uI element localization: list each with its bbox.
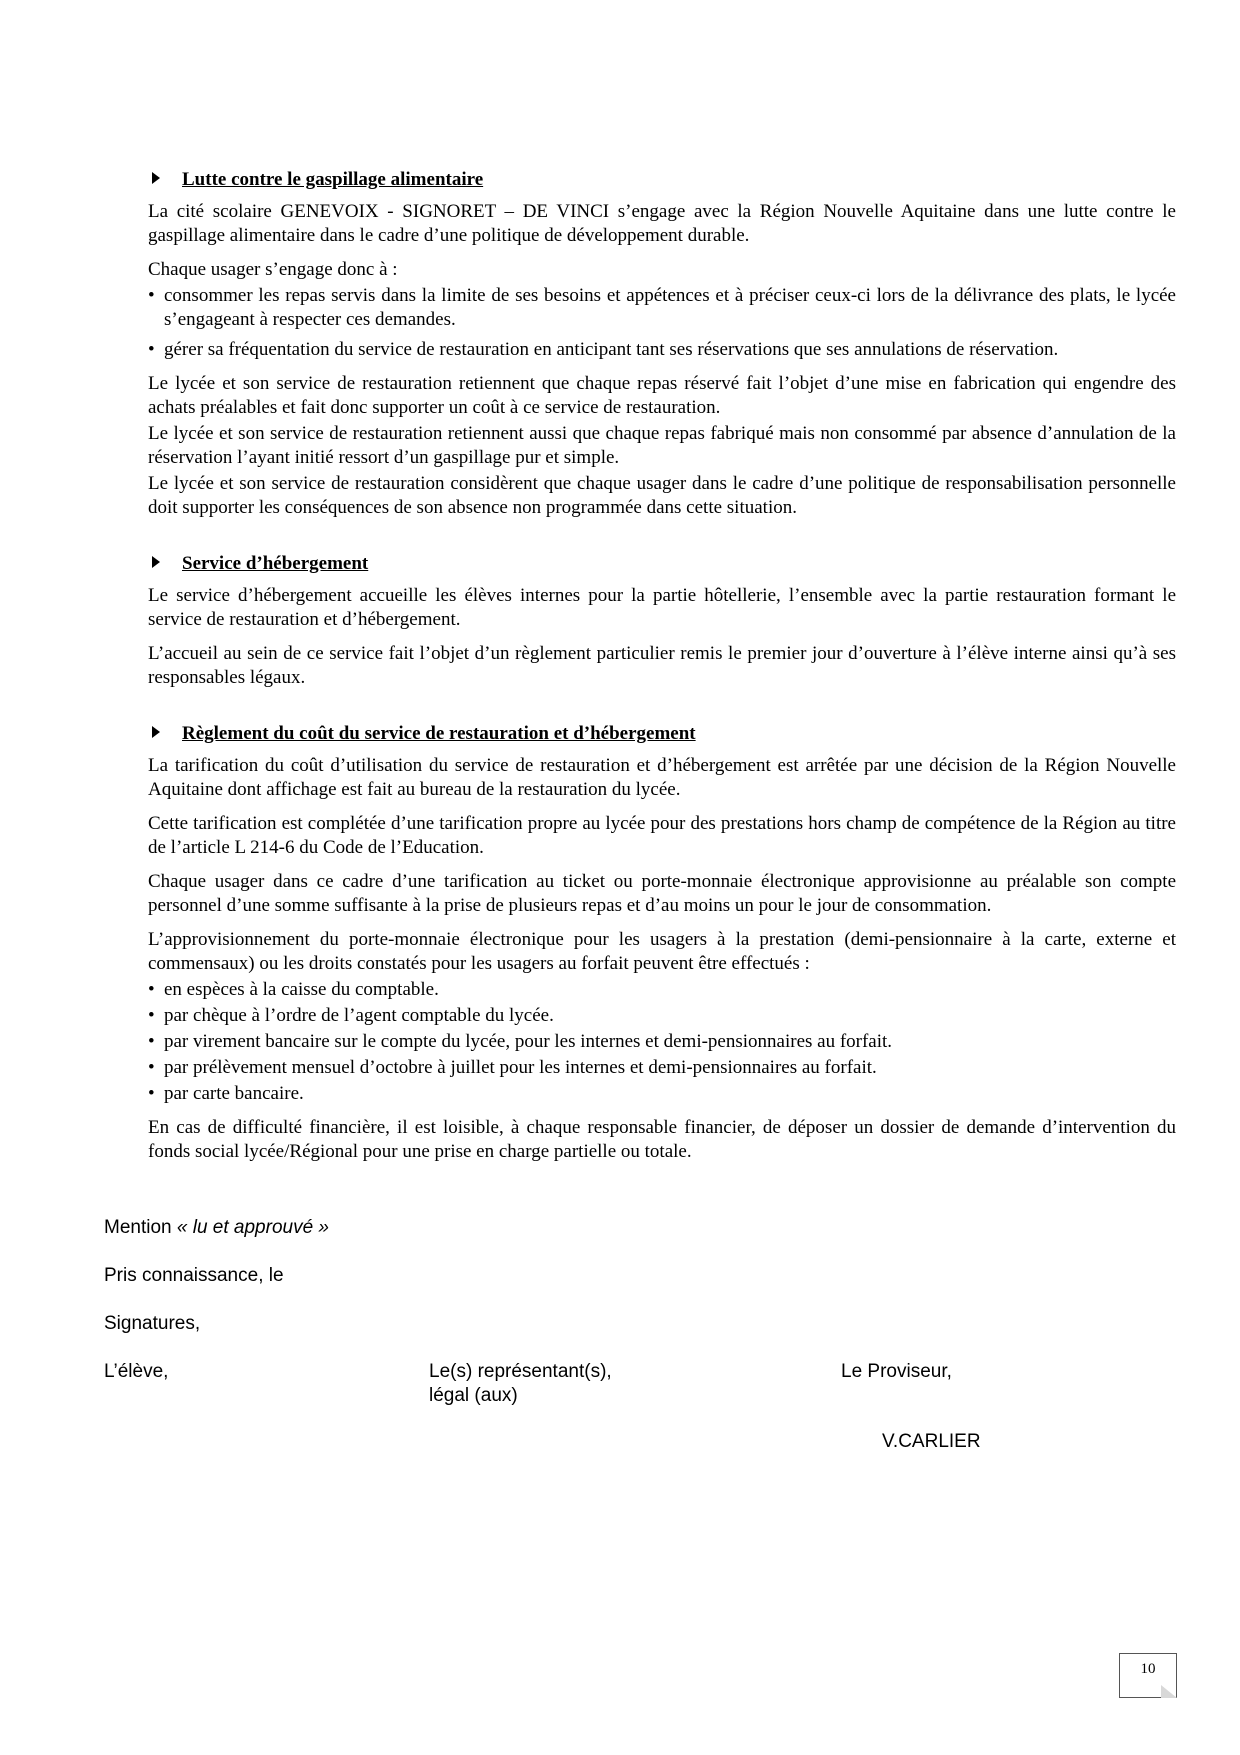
section-title-reglement [152,722,1176,746]
list-item: • en espèces à la caisse du comptable. [148,979,439,1000]
triangle-bullet-icon [152,556,160,568]
section-heading: Service d’hébergement [182,553,369,574]
bullet-list [148,978,1176,1106]
mention-line: Mention « lu et approuvé » [104,1217,329,1238]
bullet-icon: • [148,1005,155,1026]
paragraph: Le service d’hébergement accueille les élèves internes pour la partie hôtellerie, l’ensemble avec la partie restauration formant le service de restauration et d’hébergement. [148,585,1176,630]
list-item: • par carte bancaire. [148,1083,304,1104]
paragraph: Cette tarification est complétée d’une tarification propre au lycée pour des prestations hors champ de compétence de la Région au titre de l’article L 214-6 du Code de l’Education. [148,813,1176,858]
paragraph: Le lycée et son service de restauration retiennent aussi que chaque repas fabriqué mais non consommé par absence d’annulation de la réservation l’ayant initié ressort d’un gaspillage pur et simple. [148,423,1176,468]
signatures-label: Signatures, [104,1313,201,1334]
bullet-icon: • [148,1083,155,1104]
paragraph: L’approvisionnement du porte-monnaie électronique pour les usagers à la prestation (demi-pensionnaire à la carte, externe et commensaux) ou les droits constatés pour les usagers au forfait peuvent être effectués : [148,929,1176,974]
bullet-icon: • [148,285,155,306]
bullet-icon: • [148,979,155,1000]
paragraph: Le lycée et son service de restauration retiennent que chaque repas réservé fait l’objet d’une mise en fabrication qui engendre des achats préalables et fait donc supporter un coût à ce service de restauration. [148,373,1176,418]
signature-block [104,1216,1064,1450]
page-curl-icon [1161,1685,1177,1698]
list-item: • consommer les repas servis dans la limite de ses besoins et appétences et à préciser ceux-ci lors de la délivrance des plats, le lycée s’engageant à respecter ces demandes. [148,285,1176,330]
signature-representant: Le(s) représentant(s), légal (aux) [429,1361,612,1406]
list-item: • par virement bancaire sur le compte du lycée, pour les internes et demi-pensionnaires au forfait. [148,1031,893,1052]
paragraph: Chaque usager dans ce cadre d’une tarification au ticket ou porte-monnaie électronique approvisionne au préalable son compte personnel d’une somme suffisante à la prise de plusieurs repas et d’au moins un pour le jour de consommation. [148,871,1176,916]
paragraph: L’accueil au sein de ce service fait l’objet d’un règlement particulier remis le premier jour d’ouverture à l’élève interne ainsi qu’à ses responsables légaux. [148,643,1176,688]
paragraph: Chaque usager s’engage donc à : [148,259,398,280]
bullet-icon: • [148,1031,155,1052]
triangle-bullet-icon [152,726,160,738]
document-body [148,168,1176,1174]
bullet-list [148,284,1176,362]
list-item: • par chèque à l’ordre de l’agent comptable du lycée. [148,1005,554,1026]
paragraph: La cité scolaire GENEVOIX - SIGNORET – DE VINCI s’engage avec la Région Nouvelle Aquitaine dans une lutte contre le gaspillage alimentaire dans le cadre d’une politique de développement durable. [148,201,1176,246]
pris-connaissance-line: Pris connaissance, le [104,1265,284,1286]
bullet-icon: • [148,1057,155,1078]
section-heading: Règlement du coût du service de restauration et d’hébergement [182,723,696,744]
section-title-hebergement [152,552,1176,576]
bullet-icon: • [148,339,155,360]
section-title-gaspillage [152,168,1176,192]
proviseur-name: V.CARLIER [882,1431,981,1452]
paragraph: La tarification du coût d’utilisation du service de restauration et d’hébergement est arrêtée par une décision de la Région Nouvelle Aquitaine dont affichage est fait au bureau de la restauration du lycée. [148,755,1176,800]
page-number: 10 [1119,1653,1177,1698]
signature-proviseur: Le Proviseur, [841,1361,952,1382]
list-item: • gérer sa fréquentation du service de restauration en anticipant tant ses réservations que ses annulations de réservation. [148,339,1059,360]
mention-quote: « lu et approuvé » [176,1217,329,1238]
section-heading: Lutte contre le gaspillage alimentaire [182,169,484,190]
list-item: • par prélèvement mensuel d’octobre à juillet pour les internes et demi-pensionnaires au forfait. [148,1057,877,1078]
paragraph: En cas de difficulté financière, il est loisible, à chaque responsable financier, de déposer un dossier de demande d’intervention du fonds social lycée/Régional pour une prise en charge partielle ou totale. [148,1117,1176,1162]
paragraph: Le lycée et son service de restauration considèrent que chaque usager dans le cadre d’une politique de responsabilisation personnelle doit supporter les conséquences de son absence non programmée dans cette situation. [148,473,1176,518]
signature-columns [104,1360,1064,1450]
triangle-bullet-icon [152,172,160,184]
signature-eleve: L’élève, [104,1361,169,1382]
